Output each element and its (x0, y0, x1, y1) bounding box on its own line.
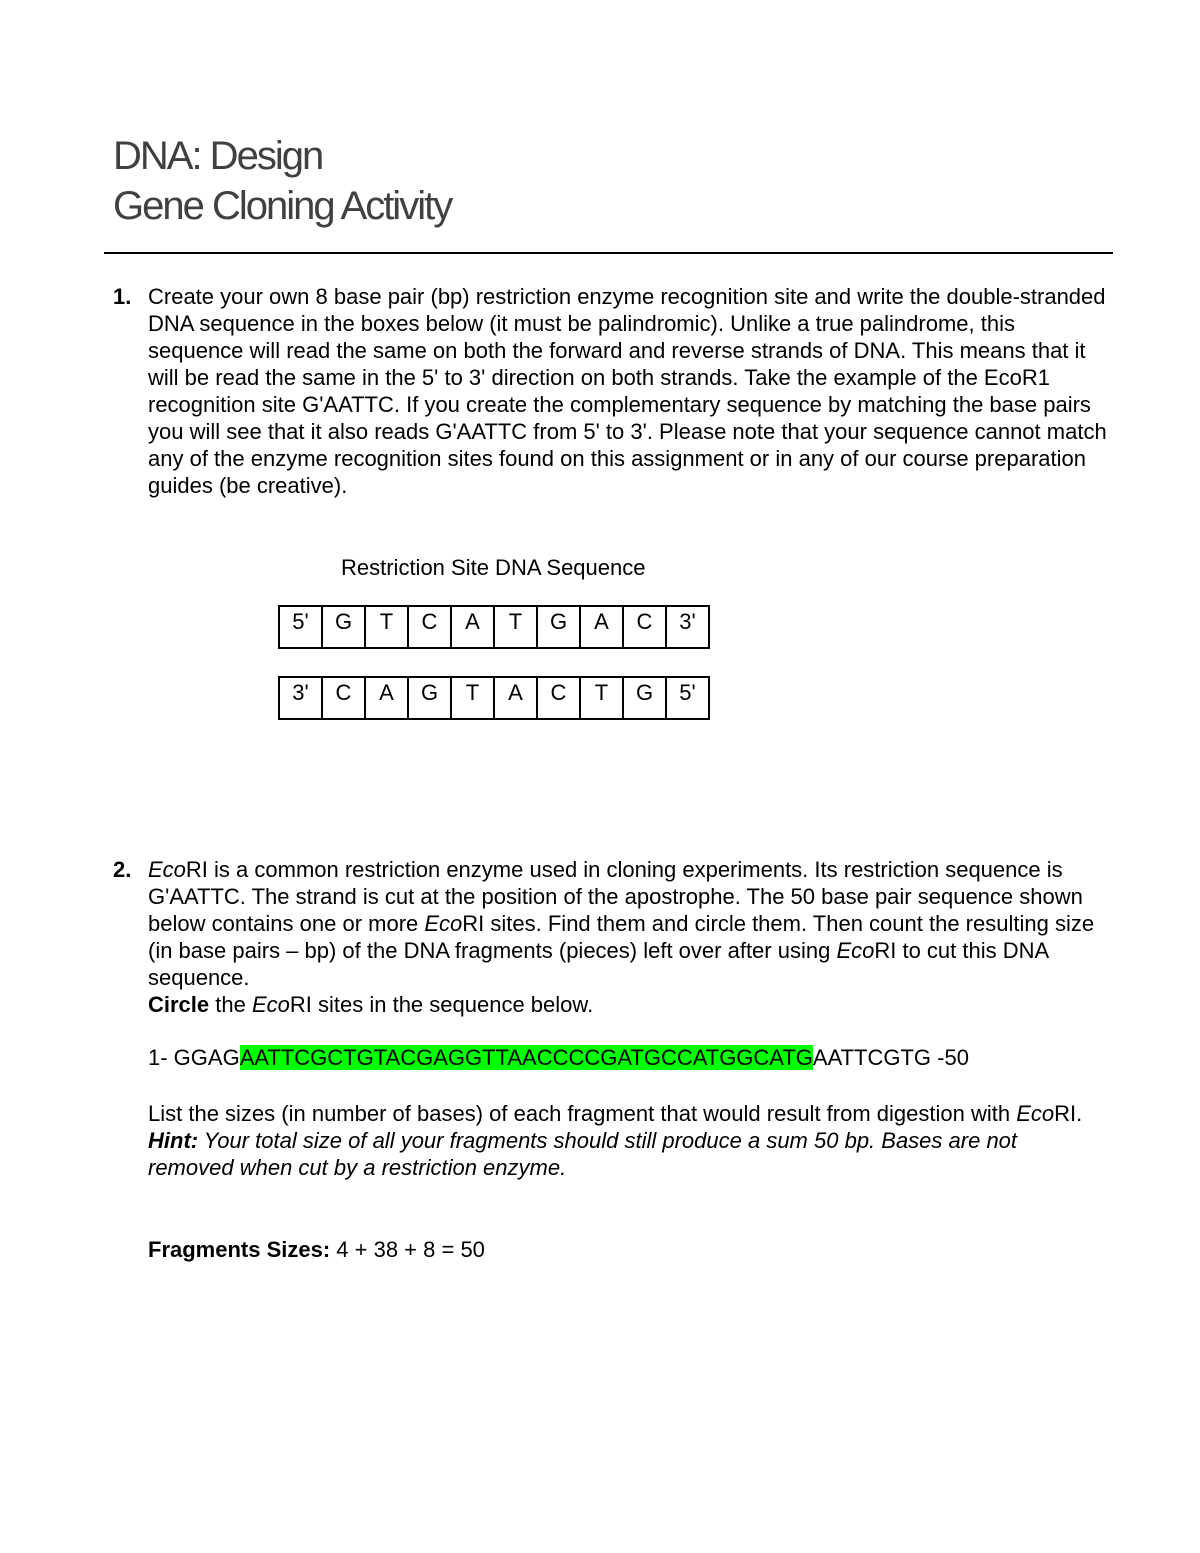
circle-instruction-bold: Circle (148, 992, 210, 1017)
question-1-text: Create your own 8 base pair (bp) restriction enzyme recognition site and write the double-stranded DNA sequence in the boxes below (it must be palindromic). Unlike a true palindrome, this sequence will read the same on both the forward and reverse strands of DNA. This means that it will be read the same in the 5' to 3' direction on both strands. Take the example of the EcoR1 recognition site G'AATTC. If you create the complementary sequence by matching the base pairs you will see that it also reads G'AATTC from 5' to 3'. Please note that your sequence cannot match any of the enzyme recognition sites found on this assignment or in any of our course preparation guides (be creative). (148, 284, 1107, 498)
intro-text: RI sites. Find them and circle them. Then count the resulting size (in base pairs – bp) of the DNA fragments (pieces) left over after using (148, 911, 1095, 963)
question-1-number: 1. (113, 284, 132, 309)
bottom-strand-cell: 5' (665, 676, 710, 720)
eco-italic: Eco (1016, 1101, 1055, 1126)
circle-instruction-text: RI sites in the sequence below. (289, 992, 594, 1017)
bottom-strand-cell: A (364, 676, 409, 720)
header-divider (104, 252, 1113, 254)
intro-text: RI to cut this DNA sequence. (148, 938, 1048, 990)
eco-italic: Eco (148, 857, 186, 882)
top-strand-cell: A (450, 605, 495, 649)
top-strand-cell: T (364, 605, 409, 649)
top-strand-cell: 3' (665, 605, 710, 649)
list-text: List the sizes (in number of bases) of each fragment that would result from digestion with (148, 1101, 1017, 1126)
bottom-strand-cell: C (536, 676, 581, 720)
hint-label: Hint: (148, 1128, 199, 1153)
sequence-prefix: 1- GGAG (148, 1045, 240, 1070)
top-strand-cell: T (493, 605, 538, 649)
bottom-strand-cell: T (579, 676, 624, 720)
top-strand-cell: C (407, 605, 452, 649)
bottom-strand-cell: 3' (278, 676, 323, 720)
sequence-suffix: AATTCGTG -50 (812, 1045, 969, 1070)
bottom-strand-cell: T (450, 676, 495, 720)
intro-text: RI is a common restriction enzyme used in cloning experiments. Its restriction sequence is G'AATTC. The strand is cut at the position of the apostrophe. The 50 base pair sequence shown below contains one or more (148, 857, 1083, 936)
hint-text: Your total size of all your fragments should still produce a sum 50 bp. Bases are not removed when cut by a restriction enzyme. (148, 1128, 1018, 1180)
question-2-intro (148, 856, 1108, 1018)
list-instruction (148, 1100, 1108, 1181)
bottom-strand-cell: G (407, 676, 452, 720)
fragments-label: Fragments Sizes: (148, 1237, 331, 1262)
bottom-strand-cell: C (321, 676, 366, 720)
top-strand-cell: C (622, 605, 667, 649)
top-strand-row (278, 605, 710, 649)
fragments-answer (148, 1236, 1108, 1263)
bottom-strand-row (278, 676, 710, 720)
top-strand-cell: A (579, 605, 624, 649)
dna-sequence-line (148, 1044, 969, 1071)
top-strand-cell: G (321, 605, 366, 649)
document-title-line1: DNA: Design (113, 134, 323, 178)
document-title-line2: Gene Cloning Activity (113, 184, 452, 228)
top-strand-cell: G (536, 605, 581, 649)
bottom-strand-cell: A (493, 676, 538, 720)
top-strand-cell: 5' (278, 605, 323, 649)
restriction-site-caption: Restriction Site DNA Sequence (341, 555, 646, 580)
sequence-highlighted-fragment: AATTCGCTGTACGAGGTTAACCCCGATGCCATGGCATG (239, 1045, 813, 1070)
fragments-value: 4 + 38 + 8 = 50 (330, 1237, 485, 1262)
eco-italic: Eco (424, 911, 463, 936)
eco-italic: Eco (251, 992, 290, 1017)
eco-italic: Eco (836, 938, 875, 963)
bottom-strand-cell: G (622, 676, 667, 720)
list-text: RI. (1054, 1101, 1083, 1126)
circle-instruction-text: the (209, 992, 252, 1017)
question-2-number: 2. (113, 857, 132, 882)
